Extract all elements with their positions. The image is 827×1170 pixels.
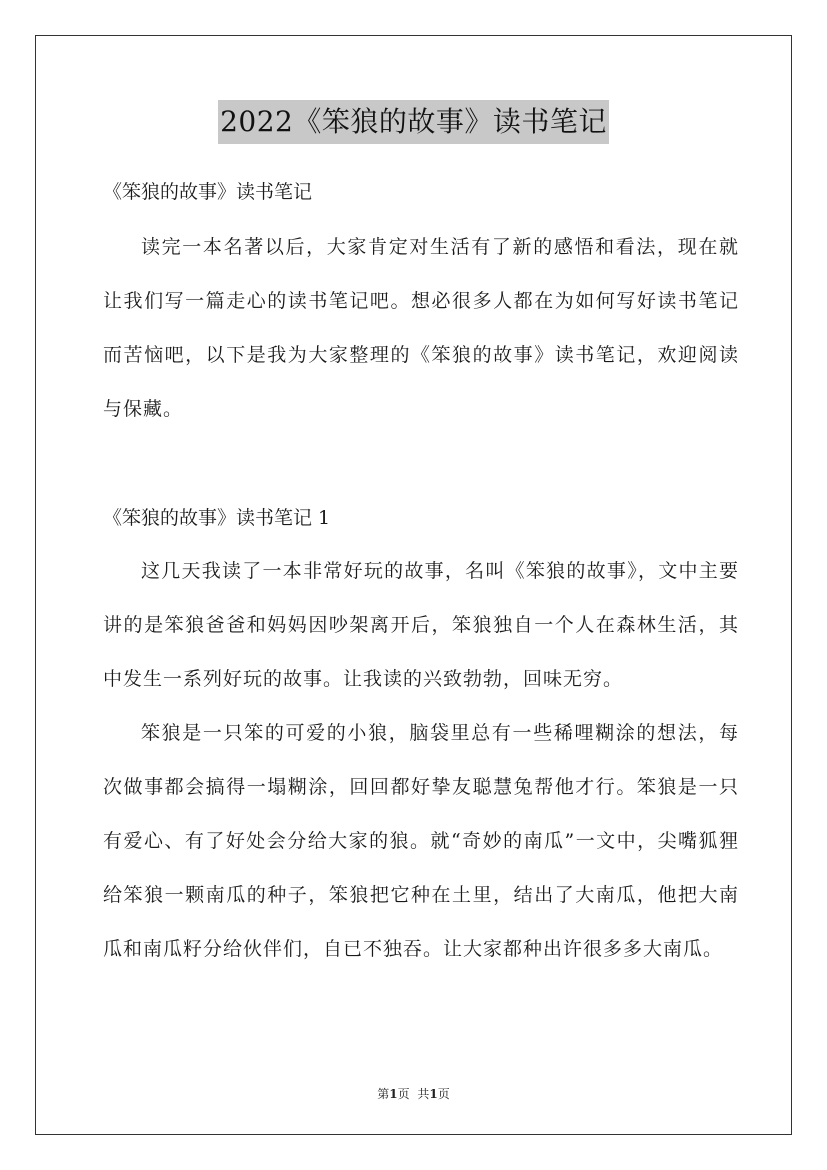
footer-total-suffix: 页 (437, 1087, 450, 1101)
section-paragraph-1: 这几天我读了一本非常好玩的故事，名叫《笨狼的故事》，文中主要讲的是笨狼爸爸和妈妈因吵架离开后，笨狼独自一个人在森林生活，其中发生一系列好玩的故事。让我读的兴致勃勃，回味无穷。 (103, 560, 739, 690)
intro-paragraph-block (103, 220, 739, 436)
section-heading: 《笨狼的故事》读书笔记 1 (103, 507, 331, 529)
footer-total-pages: 1 (429, 1087, 438, 1101)
footer-page-number: 1 (389, 1087, 398, 1101)
footer-prefix: 第 (377, 1087, 390, 1101)
section-body (103, 544, 739, 976)
footer-page-suffix: 页 (397, 1087, 410, 1101)
footer-total-prefix: 共 (417, 1087, 430, 1101)
intro-block (103, 178, 739, 206)
section-paragraph-2: 笨狼是一只笨的可爱的小狼，脑袋里总有一些稀哩糊涂的想法，每次做事都会搞得一塌糊涂，回回都好挚友聪慧兔帮他才行。笨狼是一只有爱心、有了好处会分给大家的狼。就“奇妙的南瓜”一文中，尖嘴狐狸给笨狼一颗南瓜的种子，笨狼把它种在土里，结出了大南瓜，他把大南瓜和南瓜籽分给伙伴们，自已不独吞。让大家都种出许很多多大南瓜。 (103, 722, 739, 960)
intro-heading: 《笨狼的故事》读书笔记 (103, 181, 313, 203)
intro-paragraph: 读完一本名著以后，大家肯定对生活有了新的感悟和看法，现在就让我们写一篇走心的读书笔记吧。想必很多人都在为如何写好读书笔记而苦恼吧，以下是我为大家整理的《笨狼的故事》读书笔记，欢迎阅读与保藏。 (103, 236, 739, 420)
page-footer (0, 1085, 827, 1102)
section-block (103, 504, 739, 532)
title-container (0, 100, 827, 144)
document-title: 2022《笨狼的故事》读书笔记 (218, 100, 609, 144)
